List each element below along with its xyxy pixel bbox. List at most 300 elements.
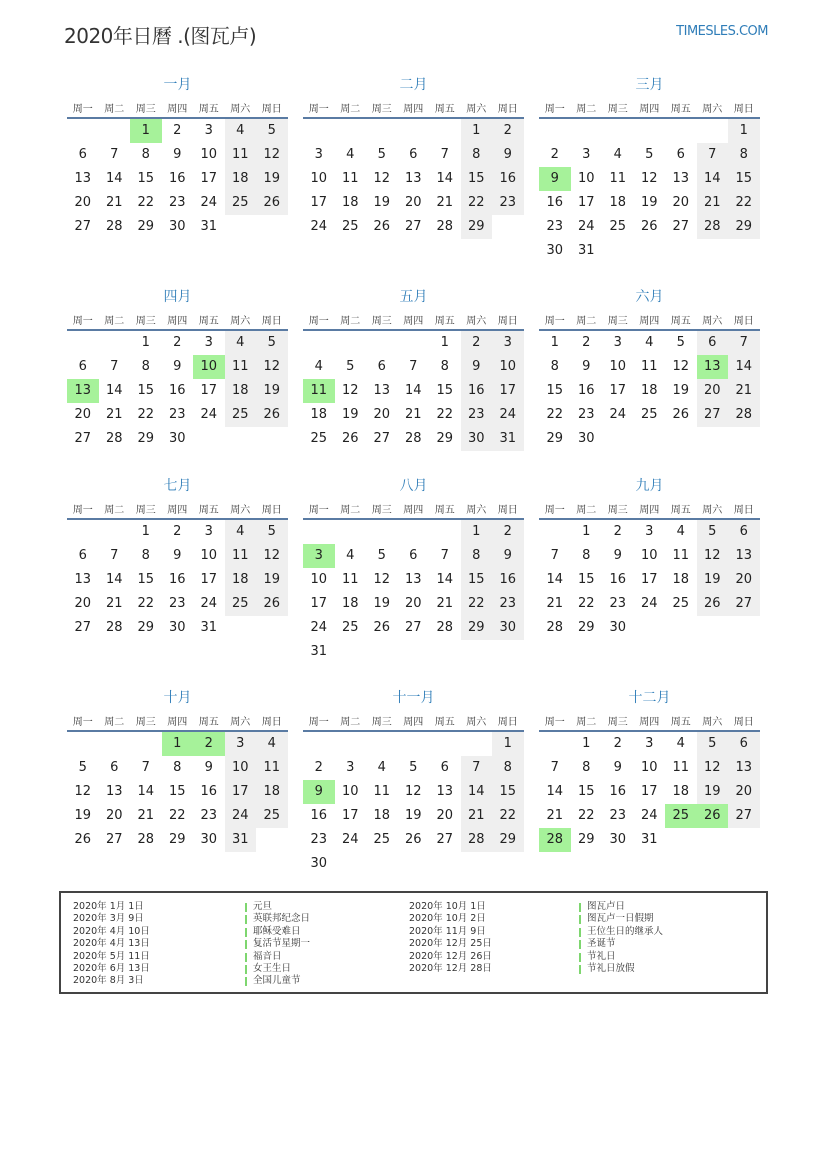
day-cell[interactable]: 29 bbox=[137, 431, 155, 446]
day-cell[interactable]: 8 bbox=[173, 760, 182, 775]
day-cell[interactable]: 9 bbox=[173, 548, 182, 563]
day-cell[interactable]: 12 bbox=[672, 359, 690, 374]
day-cell[interactable]: 20 bbox=[105, 808, 123, 823]
day-cell[interactable]: 13 bbox=[74, 572, 92, 587]
day-cell[interactable]: 27 bbox=[404, 219, 422, 234]
day-cell[interactable]: 19 bbox=[697, 780, 729, 804]
day-cell[interactable]: 1 bbox=[550, 335, 559, 350]
day-cell[interactable]: 13 bbox=[436, 784, 454, 799]
day-cell[interactable]: 30 bbox=[546, 243, 564, 258]
day-cell[interactable]: 4 bbox=[645, 335, 654, 350]
day-cell[interactable]: 25 bbox=[341, 219, 359, 234]
day-cell[interactable]: 8 bbox=[141, 359, 150, 374]
day-cell[interactable]: 2 bbox=[461, 331, 493, 355]
day-cell[interactable]: 19 bbox=[404, 808, 422, 823]
day-cell[interactable]: 2 bbox=[173, 123, 182, 138]
day-cell[interactable]: 10 bbox=[310, 171, 328, 186]
day-cell[interactable]: 12 bbox=[256, 544, 288, 568]
day-cell[interactable]: 30 bbox=[168, 431, 186, 446]
day-cell[interactable]: 7 bbox=[697, 143, 729, 167]
day-cell[interactable]: 25 bbox=[640, 407, 658, 422]
day-cell[interactable]: 1 bbox=[130, 119, 162, 143]
day-cell[interactable]: 2 bbox=[173, 524, 182, 539]
day-cell[interactable]: 12 bbox=[256, 355, 288, 379]
day-cell[interactable]: 24 bbox=[200, 195, 218, 210]
day-cell[interactable]: 21 bbox=[436, 195, 454, 210]
day-cell[interactable]: 31 bbox=[200, 620, 218, 635]
day-cell[interactable]: 9 bbox=[173, 147, 182, 162]
day-cell[interactable]: 19 bbox=[341, 407, 359, 422]
day-cell[interactable]: 6 bbox=[78, 359, 87, 374]
day-cell[interactable]: 3 bbox=[225, 732, 257, 756]
day-cell[interactable]: 5 bbox=[377, 548, 386, 563]
day-cell[interactable]: 5 bbox=[697, 520, 729, 544]
day-cell[interactable]: 5 bbox=[256, 520, 288, 544]
day-cell[interactable]: 19 bbox=[373, 596, 391, 611]
day-cell[interactable]: 14 bbox=[436, 171, 454, 186]
day-cell[interactable]: 22 bbox=[137, 195, 155, 210]
day-cell[interactable]: 29 bbox=[577, 620, 595, 635]
day-cell[interactable]: 17 bbox=[341, 808, 359, 823]
day-cell[interactable]: 17 bbox=[640, 572, 658, 587]
day-cell[interactable]: 10 bbox=[200, 147, 218, 162]
day-cell[interactable]: 12 bbox=[697, 756, 729, 780]
day-cell[interactable]: 26 bbox=[256, 592, 288, 616]
day-cell[interactable]: 25 bbox=[310, 431, 328, 446]
day-cell[interactable]: 18 bbox=[640, 383, 658, 398]
day-cell[interactable]: 7 bbox=[440, 548, 449, 563]
day-cell[interactable]: 18 bbox=[373, 808, 391, 823]
day-cell[interactable]: 7 bbox=[141, 760, 150, 775]
day-cell[interactable]: 18 bbox=[225, 379, 257, 403]
day-cell[interactable]: 22 bbox=[137, 596, 155, 611]
day-cell[interactable]: 1 bbox=[582, 524, 591, 539]
day-cell[interactable]: 17 bbox=[310, 195, 328, 210]
day-cell[interactable]: 9 bbox=[539, 167, 571, 191]
day-cell[interactable]: 18 bbox=[672, 784, 690, 799]
day-cell[interactable]: 30 bbox=[609, 620, 627, 635]
day-cell[interactable]: 14 bbox=[546, 572, 564, 587]
day-cell[interactable]: 1 bbox=[440, 335, 449, 350]
day-cell[interactable]: 26 bbox=[373, 620, 391, 635]
day-cell[interactable]: 27 bbox=[728, 592, 760, 616]
day-cell[interactable]: 30 bbox=[310, 856, 328, 871]
day-cell[interactable]: 13 bbox=[105, 784, 123, 799]
day-cell[interactable]: 21 bbox=[728, 379, 760, 403]
day-cell[interactable]: 12 bbox=[373, 572, 391, 587]
day-cell[interactable]: 25 bbox=[225, 592, 257, 616]
day-cell[interactable]: 23 bbox=[546, 219, 564, 234]
day-cell[interactable]: 9 bbox=[613, 760, 622, 775]
day-cell[interactable]: 8 bbox=[461, 143, 493, 167]
day-cell[interactable]: 30 bbox=[492, 616, 524, 640]
day-cell[interactable]: 9 bbox=[613, 548, 622, 563]
day-cell[interactable]: 21 bbox=[404, 407, 422, 422]
day-cell[interactable]: 24 bbox=[310, 219, 328, 234]
day-cell[interactable]: 4 bbox=[676, 736, 685, 751]
day-cell[interactable]: 25 bbox=[373, 832, 391, 847]
day-cell[interactable]: 24 bbox=[310, 620, 328, 635]
day-cell[interactable]: 26 bbox=[256, 403, 288, 427]
day-cell[interactable]: 2 bbox=[314, 760, 323, 775]
day-cell[interactable]: 29 bbox=[168, 832, 186, 847]
day-cell[interactable]: 8 bbox=[141, 147, 150, 162]
day-cell[interactable]: 28 bbox=[436, 219, 454, 234]
day-cell[interactable]: 15 bbox=[436, 383, 454, 398]
day-cell[interactable]: 1 bbox=[492, 732, 524, 756]
day-cell[interactable]: 11 bbox=[341, 572, 359, 587]
day-cell[interactable]: 20 bbox=[74, 407, 92, 422]
day-cell[interactable]: 29 bbox=[436, 431, 454, 446]
day-cell[interactable]: 6 bbox=[110, 760, 119, 775]
day-cell[interactable]: 7 bbox=[550, 760, 559, 775]
day-cell[interactable]: 13 bbox=[728, 544, 760, 568]
day-cell[interactable]: 28 bbox=[436, 620, 454, 635]
day-cell[interactable]: 27 bbox=[74, 431, 92, 446]
day-cell[interactable]: 12 bbox=[256, 143, 288, 167]
day-cell[interactable]: 28 bbox=[546, 620, 564, 635]
day-cell[interactable]: 23 bbox=[168, 195, 186, 210]
day-cell[interactable]: 19 bbox=[256, 167, 288, 191]
day-cell[interactable]: 29 bbox=[461, 215, 493, 239]
day-cell[interactable]: 7 bbox=[110, 548, 119, 563]
day-cell[interactable]: 15 bbox=[577, 784, 595, 799]
day-cell[interactable]: 21 bbox=[137, 808, 155, 823]
day-cell[interactable]: 18 bbox=[672, 572, 690, 587]
day-cell[interactable]: 11 bbox=[341, 171, 359, 186]
day-cell[interactable]: 15 bbox=[728, 167, 760, 191]
day-cell[interactable]: 11 bbox=[672, 548, 690, 563]
day-cell[interactable]: 9 bbox=[204, 760, 213, 775]
day-cell[interactable]: 6 bbox=[728, 520, 760, 544]
day-cell[interactable]: 25 bbox=[341, 620, 359, 635]
day-cell[interactable]: 27 bbox=[74, 620, 92, 635]
day-cell[interactable]: 31 bbox=[310, 644, 328, 659]
day-cell[interactable]: 15 bbox=[577, 572, 595, 587]
day-cell[interactable]: 4 bbox=[314, 359, 323, 374]
day-cell[interactable]: 28 bbox=[137, 832, 155, 847]
day-cell[interactable]: 17 bbox=[225, 780, 257, 804]
day-cell[interactable]: 22 bbox=[577, 596, 595, 611]
day-cell[interactable]: 26 bbox=[640, 219, 658, 234]
day-cell[interactable]: 1 bbox=[141, 524, 150, 539]
day-cell[interactable]: 30 bbox=[461, 427, 493, 451]
day-cell[interactable]: 16 bbox=[492, 568, 524, 592]
day-cell[interactable]: 31 bbox=[225, 828, 257, 852]
day-cell[interactable]: 3 bbox=[204, 524, 213, 539]
day-cell[interactable]: 20 bbox=[728, 780, 760, 804]
day-cell[interactable]: 27 bbox=[672, 219, 690, 234]
day-cell[interactable]: 26 bbox=[672, 407, 690, 422]
day-cell[interactable]: 18 bbox=[341, 596, 359, 611]
day-cell[interactable]: 24 bbox=[577, 219, 595, 234]
day-cell[interactable]: 2 bbox=[613, 736, 622, 751]
day-cell[interactable]: 21 bbox=[546, 596, 564, 611]
day-cell[interactable]: 23 bbox=[461, 403, 493, 427]
day-cell[interactable]: 4 bbox=[346, 548, 355, 563]
day-cell[interactable]: 15 bbox=[461, 568, 493, 592]
day-cell[interactable]: 7 bbox=[409, 359, 418, 374]
day-cell[interactable]: 26 bbox=[697, 592, 729, 616]
day-cell[interactable]: 2 bbox=[492, 119, 524, 143]
day-cell[interactable]: 4 bbox=[225, 331, 257, 355]
day-cell[interactable]: 10 bbox=[193, 355, 225, 379]
day-cell[interactable]: 29 bbox=[728, 215, 760, 239]
day-cell[interactable]: 13 bbox=[67, 379, 99, 403]
day-cell[interactable]: 22 bbox=[492, 804, 524, 828]
day-cell[interactable]: 19 bbox=[640, 195, 658, 210]
day-cell[interactable]: 11 bbox=[225, 544, 257, 568]
day-cell[interactable]: 6 bbox=[78, 548, 87, 563]
day-cell[interactable]: 10 bbox=[609, 359, 627, 374]
day-cell[interactable]: 2 bbox=[193, 732, 225, 756]
day-cell[interactable]: 27 bbox=[697, 403, 729, 427]
day-cell[interactable]: 14 bbox=[436, 572, 454, 587]
day-cell[interactable]: 10 bbox=[310, 572, 328, 587]
day-cell[interactable]: 6 bbox=[78, 147, 87, 162]
day-cell[interactable]: 21 bbox=[436, 596, 454, 611]
day-cell[interactable]: 29 bbox=[546, 431, 564, 446]
day-cell[interactable]: 26 bbox=[341, 431, 359, 446]
day-cell[interactable]: 20 bbox=[373, 407, 391, 422]
day-cell[interactable]: 11 bbox=[640, 359, 658, 374]
day-cell[interactable]: 9 bbox=[303, 780, 335, 804]
day-cell[interactable]: 3 bbox=[204, 123, 213, 138]
day-cell[interactable]: 15 bbox=[492, 780, 524, 804]
day-cell[interactable]: 26 bbox=[74, 832, 92, 847]
day-cell[interactable]: 6 bbox=[377, 359, 386, 374]
day-cell[interactable]: 5 bbox=[346, 359, 355, 374]
day-cell[interactable]: 29 bbox=[137, 219, 155, 234]
day-cell[interactable]: 12 bbox=[74, 784, 92, 799]
day-cell[interactable]: 28 bbox=[697, 215, 729, 239]
day-cell[interactable]: 29 bbox=[577, 832, 595, 847]
day-cell[interactable]: 3 bbox=[613, 335, 622, 350]
day-cell[interactable]: 26 bbox=[697, 804, 729, 828]
day-cell[interactable]: 19 bbox=[256, 568, 288, 592]
day-cell[interactable]: 8 bbox=[728, 143, 760, 167]
day-cell[interactable]: 17 bbox=[200, 383, 218, 398]
day-cell[interactable]: 29 bbox=[461, 616, 493, 640]
day-cell[interactable]: 8 bbox=[582, 760, 591, 775]
day-cell[interactable]: 23 bbox=[492, 191, 524, 215]
day-cell[interactable]: 21 bbox=[105, 407, 123, 422]
day-cell[interactable]: 16 bbox=[609, 572, 627, 587]
day-cell[interactable]: 7 bbox=[461, 756, 493, 780]
day-cell[interactable]: 3 bbox=[303, 544, 335, 568]
day-cell[interactable]: 29 bbox=[492, 828, 524, 852]
day-cell[interactable]: 8 bbox=[550, 359, 559, 374]
day-cell[interactable]: 23 bbox=[168, 596, 186, 611]
day-cell[interactable]: 26 bbox=[256, 191, 288, 215]
day-cell[interactable]: 22 bbox=[728, 191, 760, 215]
day-cell[interactable]: 5 bbox=[676, 335, 685, 350]
day-cell[interactable]: 3 bbox=[314, 147, 323, 162]
day-cell[interactable]: 19 bbox=[697, 568, 729, 592]
day-cell[interactable]: 14 bbox=[728, 355, 760, 379]
day-cell[interactable]: 25 bbox=[256, 804, 288, 828]
day-cell[interactable]: 15 bbox=[137, 171, 155, 186]
day-cell[interactable]: 21 bbox=[461, 804, 493, 828]
day-cell[interactable]: 16 bbox=[609, 784, 627, 799]
day-cell[interactable]: 10 bbox=[577, 171, 595, 186]
day-cell[interactable]: 4 bbox=[377, 760, 386, 775]
day-cell[interactable]: 8 bbox=[492, 756, 524, 780]
day-cell[interactable]: 9 bbox=[492, 544, 524, 568]
day-cell[interactable]: 28 bbox=[105, 219, 123, 234]
day-cell[interactable]: 25 bbox=[665, 804, 697, 828]
day-cell[interactable]: 4 bbox=[346, 147, 355, 162]
day-cell[interactable]: 12 bbox=[404, 784, 422, 799]
day-cell[interactable]: 28 bbox=[461, 828, 493, 852]
day-cell[interactable]: 16 bbox=[200, 784, 218, 799]
day-cell[interactable]: 27 bbox=[105, 832, 123, 847]
day-cell[interactable]: 26 bbox=[373, 219, 391, 234]
day-cell[interactable]: 13 bbox=[404, 572, 422, 587]
day-cell[interactable]: 13 bbox=[373, 383, 391, 398]
day-cell[interactable]: 22 bbox=[137, 407, 155, 422]
day-cell[interactable]: 20 bbox=[404, 195, 422, 210]
day-cell[interactable]: 8 bbox=[141, 548, 150, 563]
day-cell[interactable]: 17 bbox=[609, 383, 627, 398]
day-cell[interactable]: 18 bbox=[256, 780, 288, 804]
day-cell[interactable]: 19 bbox=[373, 195, 391, 210]
day-cell[interactable]: 9 bbox=[582, 359, 591, 374]
day-cell[interactable]: 14 bbox=[697, 167, 729, 191]
day-cell[interactable]: 2 bbox=[550, 147, 559, 162]
day-cell[interactable]: 5 bbox=[256, 119, 288, 143]
day-cell[interactable]: 27 bbox=[728, 804, 760, 828]
day-cell[interactable]: 1 bbox=[582, 736, 591, 751]
day-cell[interactable]: 14 bbox=[105, 572, 123, 587]
day-cell[interactable]: 17 bbox=[200, 572, 218, 587]
day-cell[interactable]: 10 bbox=[640, 548, 658, 563]
day-cell[interactable]: 10 bbox=[341, 784, 359, 799]
day-cell[interactable]: 14 bbox=[105, 383, 123, 398]
day-cell[interactable]: 16 bbox=[546, 195, 564, 210]
day-cell[interactable]: 23 bbox=[168, 407, 186, 422]
day-cell[interactable]: 20 bbox=[697, 379, 729, 403]
day-cell[interactable]: 16 bbox=[168, 572, 186, 587]
day-cell[interactable]: 24 bbox=[341, 832, 359, 847]
day-cell[interactable]: 18 bbox=[310, 407, 328, 422]
day-cell[interactable]: 1 bbox=[141, 335, 150, 350]
day-cell[interactable]: 21 bbox=[546, 808, 564, 823]
day-cell[interactable]: 6 bbox=[728, 732, 760, 756]
day-cell[interactable]: 15 bbox=[546, 383, 564, 398]
day-cell[interactable]: 20 bbox=[74, 596, 92, 611]
day-cell[interactable]: 4 bbox=[225, 119, 257, 143]
day-cell[interactable]: 4 bbox=[225, 520, 257, 544]
day-cell[interactable]: 16 bbox=[492, 167, 524, 191]
day-cell[interactable]: 18 bbox=[341, 195, 359, 210]
day-cell[interactable]: 16 bbox=[577, 383, 595, 398]
day-cell[interactable]: 29 bbox=[137, 620, 155, 635]
day-cell[interactable]: 22 bbox=[168, 808, 186, 823]
day-cell[interactable]: 19 bbox=[672, 383, 690, 398]
day-cell[interactable]: 7 bbox=[440, 147, 449, 162]
day-cell[interactable]: 23 bbox=[609, 596, 627, 611]
day-cell[interactable]: 7 bbox=[728, 331, 760, 355]
day-cell[interactable]: 2 bbox=[492, 520, 524, 544]
site-link[interactable]: TIMESLES.COM bbox=[676, 24, 768, 39]
day-cell[interactable]: 13 bbox=[404, 171, 422, 186]
day-cell[interactable]: 7 bbox=[550, 548, 559, 563]
day-cell[interactable]: 17 bbox=[640, 784, 658, 799]
day-cell[interactable]: 3 bbox=[645, 736, 654, 751]
day-cell[interactable]: 2 bbox=[173, 335, 182, 350]
day-cell[interactable]: 30 bbox=[200, 832, 218, 847]
day-cell[interactable]: 3 bbox=[204, 335, 213, 350]
day-cell[interactable]: 5 bbox=[256, 331, 288, 355]
day-cell[interactable]: 5 bbox=[645, 147, 654, 162]
day-cell[interactable]: 11 bbox=[672, 760, 690, 775]
day-cell[interactable]: 16 bbox=[310, 808, 328, 823]
day-cell[interactable]: 16 bbox=[168, 383, 186, 398]
day-cell[interactable]: 20 bbox=[672, 195, 690, 210]
day-cell[interactable]: 2 bbox=[582, 335, 591, 350]
day-cell[interactable]: 24 bbox=[200, 407, 218, 422]
day-cell[interactable]: 11 bbox=[303, 379, 335, 403]
day-cell[interactable]: 10 bbox=[492, 355, 524, 379]
day-cell[interactable]: 23 bbox=[200, 808, 218, 823]
day-cell[interactable]: 22 bbox=[436, 407, 454, 422]
day-cell[interactable]: 25 bbox=[225, 191, 257, 215]
day-cell[interactable]: 17 bbox=[492, 379, 524, 403]
day-cell[interactable]: 30 bbox=[609, 832, 627, 847]
day-cell[interactable]: 16 bbox=[461, 379, 493, 403]
day-cell[interactable]: 13 bbox=[697, 355, 729, 379]
day-cell[interactable]: 6 bbox=[697, 331, 729, 355]
day-cell[interactable]: 1 bbox=[728, 119, 760, 143]
day-cell[interactable]: 5 bbox=[697, 732, 729, 756]
day-cell[interactable]: 18 bbox=[225, 568, 257, 592]
day-cell[interactable]: 15 bbox=[461, 167, 493, 191]
day-cell[interactable]: 9 bbox=[461, 355, 493, 379]
day-cell[interactable]: 18 bbox=[225, 167, 257, 191]
day-cell[interactable]: 25 bbox=[225, 403, 257, 427]
day-cell[interactable]: 15 bbox=[137, 383, 155, 398]
day-cell[interactable]: 20 bbox=[404, 596, 422, 611]
day-cell[interactable]: 11 bbox=[609, 171, 627, 186]
day-cell[interactable]: 23 bbox=[492, 592, 524, 616]
day-cell[interactable]: 9 bbox=[173, 359, 182, 374]
day-cell[interactable]: 4 bbox=[676, 524, 685, 539]
day-cell[interactable]: 6 bbox=[676, 147, 685, 162]
day-cell[interactable]: 26 bbox=[404, 832, 422, 847]
day-cell[interactable]: 31 bbox=[200, 219, 218, 234]
day-cell[interactable]: 2 bbox=[613, 524, 622, 539]
day-cell[interactable]: 1 bbox=[162, 732, 194, 756]
day-cell[interactable]: 5 bbox=[377, 147, 386, 162]
day-cell[interactable]: 10 bbox=[225, 756, 257, 780]
day-cell[interactable]: 20 bbox=[436, 808, 454, 823]
day-cell[interactable]: 28 bbox=[105, 620, 123, 635]
day-cell[interactable]: 14 bbox=[461, 780, 493, 804]
day-cell[interactable]: 14 bbox=[404, 383, 422, 398]
day-cell[interactable]: 12 bbox=[640, 171, 658, 186]
day-cell[interactable]: 13 bbox=[74, 171, 92, 186]
day-cell[interactable]: 7 bbox=[110, 359, 119, 374]
day-cell[interactable]: 11 bbox=[256, 756, 288, 780]
day-cell[interactable]: 17 bbox=[200, 171, 218, 186]
day-cell[interactable]: 13 bbox=[728, 756, 760, 780]
day-cell[interactable]: 22 bbox=[577, 808, 595, 823]
day-cell[interactable]: 24 bbox=[609, 407, 627, 422]
day-cell[interactable]: 23 bbox=[310, 832, 328, 847]
day-cell[interactable]: 15 bbox=[168, 784, 186, 799]
day-cell[interactable]: 31 bbox=[577, 243, 595, 258]
